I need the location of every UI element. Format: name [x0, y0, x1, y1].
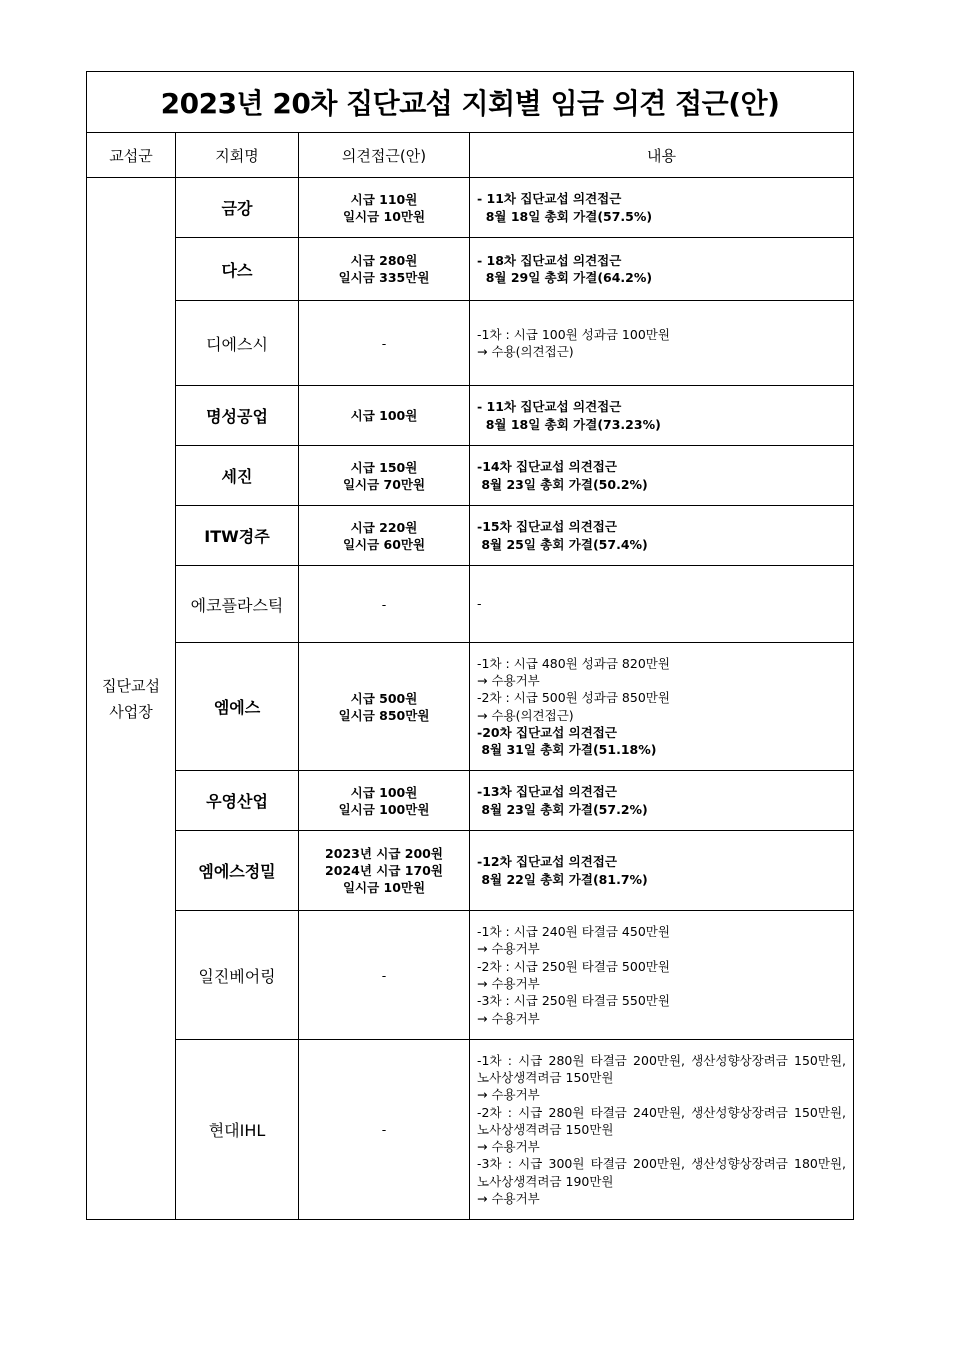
content-line: 8월 18일 총회 가결(73.23%) — [477, 416, 661, 432]
opinion-line: 일시금 850만원 — [338, 707, 430, 723]
content-line: -2차 : 시급 250원 타결금 500만원 — [477, 958, 670, 974]
opinion-cell — [299, 771, 470, 831]
content-cell — [470, 178, 854, 238]
content-line: → 수용거부 — [477, 1087, 540, 1103]
opinion-line: 일시금 100만원 — [338, 801, 430, 817]
content-line: -14차 집단교섭 의견접근 — [477, 459, 617, 475]
content-line: -1차 : 시급 100원 성과금 100만원 — [477, 326, 670, 342]
opinion-line: 일시금 10만원 — [342, 208, 426, 224]
content-line: - 11차 집단교섭 의견접근 — [477, 399, 622, 415]
table-header-row — [87, 133, 854, 178]
opinion-line: 시급 150원 — [350, 459, 418, 475]
content-line: → 수용거부 — [477, 1139, 540, 1155]
content-line: -13차 집단교섭 의견접근 — [477, 784, 617, 800]
opinion-line: 시급 100원 — [350, 784, 418, 800]
opinion-line: 일시금 10만원 — [342, 880, 426, 895]
content-cell — [470, 506, 854, 566]
content-line: → 수용(의견접근) — [477, 344, 574, 359]
content-cell — [470, 771, 854, 831]
opinion-line: 일시금 70만원 — [342, 476, 426, 492]
table-row — [87, 566, 854, 643]
branch-name: 세진 — [176, 446, 299, 506]
table-row — [87, 178, 854, 238]
branch-name: 일진베어링 — [176, 911, 299, 1040]
content-line: 8월 23일 총회 가결(57.2%) — [477, 801, 648, 817]
content-line: - 18차 집단교섭 의견접근 — [477, 252, 622, 268]
header-branch: 지회명 — [176, 133, 299, 178]
table-row — [87, 301, 854, 386]
opinion-line: 시급 280원 — [350, 253, 418, 268]
content-line: → 수용(의견접근) — [477, 707, 574, 723]
wage-agreement-table — [86, 71, 854, 1220]
table-row — [87, 506, 854, 566]
content-line: 8월 29일 총회 가결(64.2%) — [477, 270, 653, 285]
table-row — [87, 911, 854, 1040]
content-line: → 수용거부 — [477, 672, 540, 688]
opinion-line: - — [381, 967, 387, 983]
content-cell — [470, 301, 854, 386]
opinion-line: - — [381, 1122, 387, 1137]
header-group: 교섭군 — [87, 133, 176, 178]
page-title: 2023년 20차 집단교섭 지회별 임금 의견 접근(안) — [87, 72, 854, 133]
opinion-cell — [299, 643, 470, 771]
content-cell — [470, 1040, 854, 1220]
header-content: 내용 — [470, 133, 854, 178]
content-line: -3차 : 시급 300원 타결금 200만원, 생산성향상장려금 180만원, 노사상생격려금 190만원 — [477, 1156, 850, 1189]
content-line: -1차 : 시급 280원 타결금 200만원, 생산성향상장려금 150만원, 노사상생격려금 150만원 — [477, 1052, 850, 1085]
content-line: 8월 23일 총회 가결(50.2%) — [477, 476, 648, 492]
opinion-line: 2023년 시급 200원 — [325, 846, 443, 861]
branch-name: 금강 — [176, 178, 299, 238]
table-row — [87, 643, 854, 771]
branch-name: 엠에스정밀 — [176, 831, 299, 911]
opinion-cell — [299, 386, 470, 446]
branch-name: ITW경주 — [176, 506, 299, 566]
branch-name: 현대IHL — [176, 1040, 299, 1220]
content-line: -12차 집단교섭 의견접근 — [477, 854, 617, 870]
table-row — [87, 238, 854, 301]
content-line: 8월 18일 총회 가결(57.5%) — [477, 208, 653, 224]
content-line: - 11차 집단교섭 의견접근 — [477, 191, 622, 207]
content-line: → 수용거부 — [477, 941, 540, 957]
opinion-line: 일시금 60만원 — [342, 536, 426, 552]
opinion-line: 시급 500원 — [350, 690, 418, 706]
content-line: -1차 : 시급 480원 성과금 820만원 — [477, 655, 670, 671]
content-line: 8월 22일 총회 가결(81.7%) — [477, 871, 648, 887]
branch-name: 에코플라스틱 — [176, 566, 299, 643]
content-line: -15차 집단교섭 의견접근 — [477, 519, 617, 535]
branch-name: 디에스시 — [176, 301, 299, 386]
opinion-line: 일시금 335만원 — [338, 270, 430, 285]
branch-name: 우영산업 — [176, 771, 299, 831]
opinion-line: 시급 220원 — [350, 519, 418, 535]
content-line: -2차 : 시급 500원 성과금 850만원 — [477, 690, 670, 706]
content-line: -2차 : 시급 280원 타결금 240만원, 생산성향상장려금 150만원, 노사상생격려금 150만원 — [477, 1104, 850, 1137]
content-line: -20차 집단교섭 의견접근 — [477, 724, 617, 740]
content-cell — [470, 386, 854, 446]
content-line: → 수용거부 — [477, 976, 540, 991]
opinion-line: 시급 100원 — [350, 408, 418, 423]
opinion-line: - — [381, 596, 387, 612]
content-line: → 수용거부 — [477, 1010, 540, 1026]
content-cell — [470, 566, 854, 643]
content-cell — [470, 831, 854, 911]
opinion-cell — [299, 238, 470, 301]
content-line: -3차 : 시급 250원 타결금 550만원 — [477, 993, 670, 1009]
group-label: 사업장 — [109, 702, 153, 721]
content-cell — [470, 911, 854, 1040]
opinion-cell — [299, 1040, 470, 1220]
opinion-line: - — [381, 335, 387, 351]
opinion-cell — [299, 446, 470, 506]
content-line: -1차 : 시급 240원 타결금 450만원 — [477, 924, 670, 940]
opinion-cell — [299, 831, 470, 911]
opinion-line: 시급 110원 — [350, 191, 418, 207]
document — [86, 71, 853, 1220]
table-row — [87, 446, 854, 506]
table-row — [87, 1040, 854, 1220]
opinion-cell — [299, 506, 470, 566]
group-cell — [87, 178, 176, 1220]
content-line: - — [477, 596, 482, 612]
content-cell — [470, 238, 854, 301]
opinion-line: 2024년 시급 170원 — [325, 863, 443, 878]
group-label: 집단교섭 — [102, 676, 160, 695]
header-opinion: 의견접근(안) — [299, 133, 470, 178]
branch-name: 명성공업 — [176, 386, 299, 446]
opinion-cell — [299, 178, 470, 238]
branch-name: 엠에스 — [176, 643, 299, 771]
opinion-cell — [299, 566, 470, 643]
content-line: 8월 25일 총회 가결(57.4%) — [477, 536, 648, 552]
opinion-cell — [299, 911, 470, 1040]
table-row — [87, 831, 854, 911]
content-line: 8월 31일 총회 가결(51.18%) — [477, 742, 657, 758]
opinion-cell — [299, 301, 470, 386]
content-cell — [470, 446, 854, 506]
content-line: → 수용거부 — [477, 1191, 540, 1207]
table-row — [87, 386, 854, 446]
branch-name: 다스 — [176, 238, 299, 301]
table-row — [87, 771, 854, 831]
content-cell — [470, 643, 854, 771]
